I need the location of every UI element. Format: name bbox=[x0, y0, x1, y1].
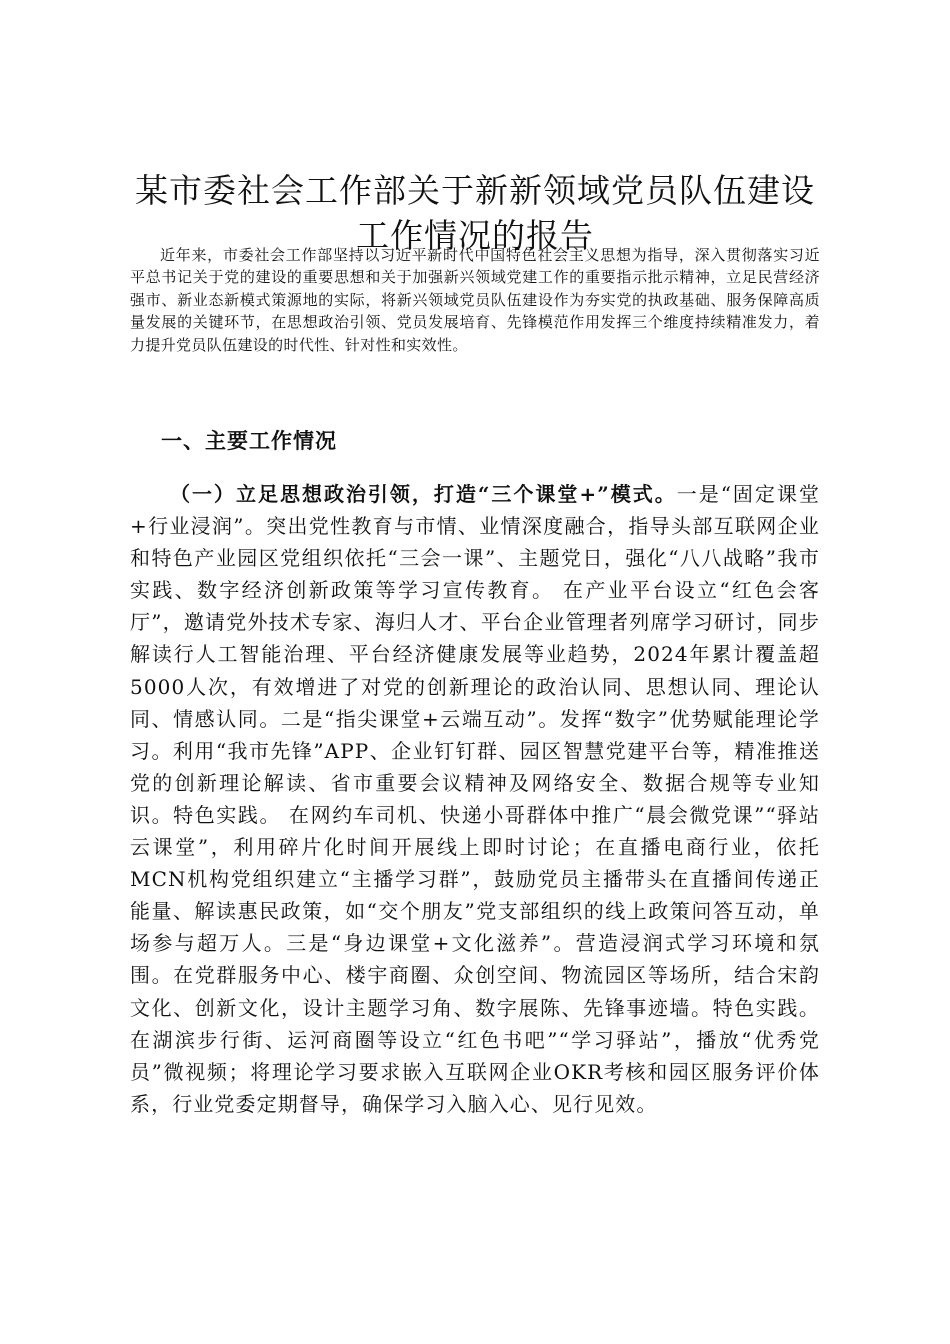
document-title-line-2: 工作情况的报告 bbox=[356, 216, 594, 255]
subsection-heading-three-classrooms: （一）立足思想政治引领，打造“三个课堂+”模式。 bbox=[170, 482, 677, 506]
intro-paragraph: 近年来，市委社会工作部坚持以习近平新时代中国特色社会主义思想为指导，深入贯彻落实习近平总书记关于党的建设的重要思想和关于加强新兴领域党建工作的重要指示批示精神，立足民营经济强市、新业态新模式策源地的实际，将新兴领域党员队伍建设作为夯实党的执政基础、服务保障高质量发展的关键环节，在思想政治引领、党员发展培育、先锋模范作用发挥三个维度持续精准发力，着力提升党员队伍建设的时代性、针对性和实效性。 bbox=[130, 246, 820, 354]
section-heading-main-work: 一、主要工作情况 bbox=[161, 428, 337, 453]
document-title-line-1: 某市委社会工作部关于新新领域党员队伍建设 bbox=[135, 171, 815, 210]
subsection-body-text: 一是“固定课堂+行业浸润”。突出党性教育与市情、业情深度融合，指导头部互联网企业和特色产业园区党组织依托“三会一课”、主题党日，强化“八八战略”我市实践、数字经济创新政策等学习宣传教育。 在产业平台设立“红色会客厅”，邀请党外技术专家、海归人才、平台企业管理者列席学习研讨，同步解读行人工智能治理、平台经济健康发展等业趋势，2024年累计覆盖超5000人次，有效增进了对党的创新理论的政治认同、思想认同、理论认同、情感认同。二是“指尖课堂+云端互动”。发挥“数字”优势赋能理论学习。利用“我市先锋”APP、企业钉钉群、园区智慧党建平台等，精准推送党的创新理论解读、省市重要会议精神及网络安全、数据合规等专业知识。特色实践。 在网约车司机、快递小哥群体中推广“晨会微党课”“驿站云课堂”，利用碎片化时间开展线上即时讨论；在直播电商行业，依托MCN机构党组织建立“主播学习群”，鼓励党员主播带头在直播间传递正能量、解读惠民政策，如“交个朋友”党支部组织的线上政策问答互动，单场参与超万人。三是“身边课堂+文化滋养”。营造浸润式学习环境和氛围。在党群服务中心、楼宇商圈、众创空间、物流园区等场所，结合宋韵文化、创新文化，设计主题学习角、数字展陈、先锋事迹墙。特色实践。 在湖滨步行街、运河商圈等设立“红色书吧”“学习驿站”，播放“优秀党员”微视频；将理论学习要求嵌入互联网企业OKR考核和园区服务评价体系，行业党委定期督导，确保学习入脑入心、见行见效。 bbox=[130, 482, 821, 1116]
body-paragraph-political-guidance bbox=[130, 478, 820, 1120]
